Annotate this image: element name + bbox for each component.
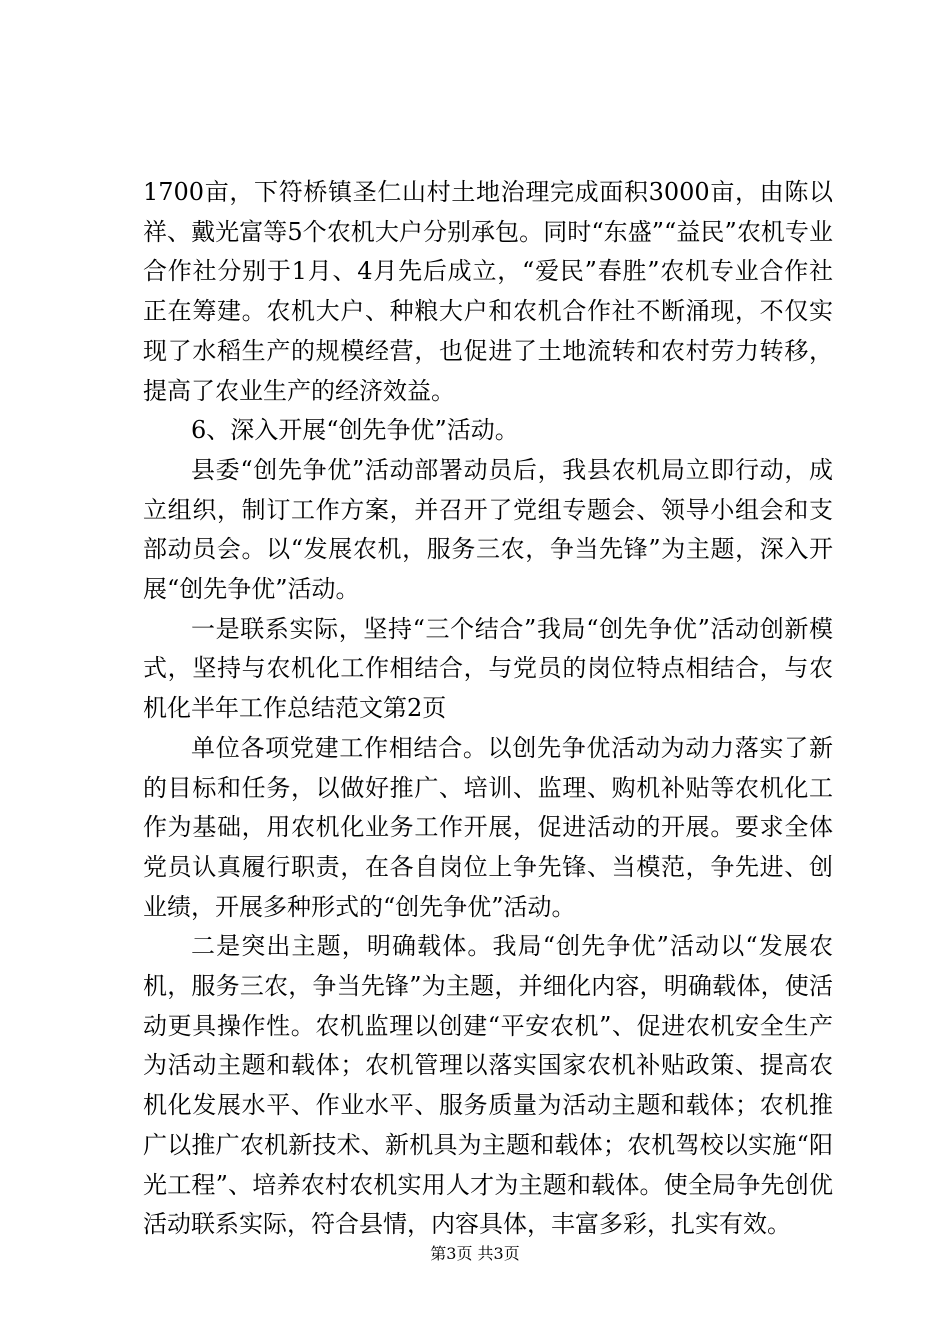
page-number-label: 第3页 共3页 — [430, 1244, 520, 1263]
paragraph-6: 二是突出主题，明确载体。我局“创先争优”活动以“发展农机，服务三农，争当先锋”为主题，并细化内容，明确载体，使活动更具操作性。农机监理以创建“平安农机”、促进农机安全生产为活动主题和载体；农机管理以落实国家农机补贴政策、提高农机化发展水平、作业水平、服务质量为活动主题和载体；农机推广以推广农机新技术、新机具为主题和载体；农机驾校以实施“阳光工程”、培养农村农机实用人才为主题和载体。使全局争先创优活动联系实际，符合县情，内容具体，丰富多彩，扎实有效。 — [143, 932, 833, 1239]
document-body — [143, 173, 833, 1245]
paragraph-2-heading: 6、深入开展“创先争优”活动。 — [191, 416, 519, 445]
paragraph-5: 单位各项党建工作相结合。以创先争优活动为动力落实了新的目标和任务，以做好推广、培训、监理、购机补贴等农机化工作为基础，用农机化业务工作开展，促进活动的开展。要求全体党员认真履行职责，在各自岗位上争先锋、当模范，争先进、创业绩，开展多种形式的“创先争优”活动。 — [143, 733, 833, 921]
paragraph-4: 一是联系实际，坚持“三个结合”我局“创先争优”活动创新模式，坚持与农机化工作相结合，与党员的岗位特点相结合，与农机化半年工作总结范文第2页 — [143, 614, 833, 723]
page-footer — [0, 1244, 950, 1264]
paragraph-3: 县委“创先争优”活动部署动员后，我县农机局立即行动，成立组织，制订工作方案，并召开了党组专题会、领导小组会和支部动员会。以“发展农机，服务三农，争当先锋”为主题，深入开展“创先争优”活动。 — [143, 455, 833, 604]
paragraph-1: 1700亩，下符桥镇圣仁山村土地治理完成面积3000亩，由陈以祥、戴光富等5个农机大户分别承包。同时“东盛”“益民”农机专业合作社分别于1月、4月先后成立，“爱民”春胜”农机专业合作社正在筹建。农机大户、种粮大户和农机合作社不断涌现，不仅实现了水稻生产的规模经营，也促进了土地流转和农村劳力转移，提高了农业生产的经济效益。 — [143, 178, 833, 405]
